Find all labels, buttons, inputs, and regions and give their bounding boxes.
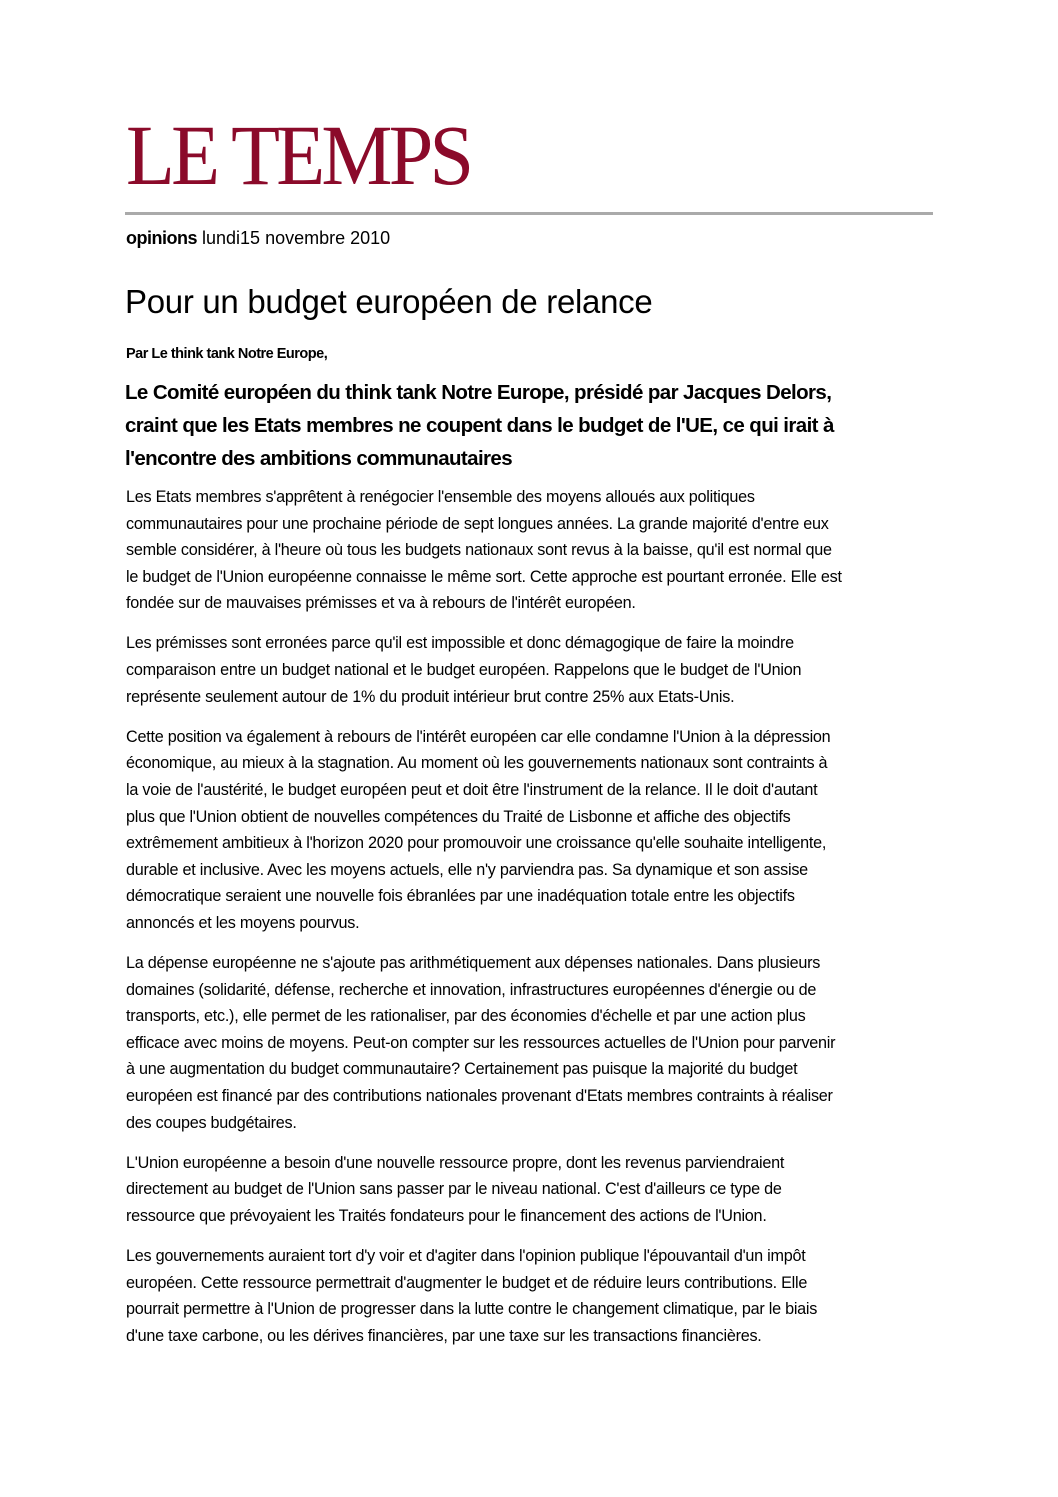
paragraph-line: Les prémisses sont erronées parce qu'il est impossible et donc démagogique de faire la moindre [126, 634, 794, 653]
article-byline: Par Le think tank Notre Europe, [126, 346, 328, 362]
article-lead [125, 376, 834, 475]
lead-line: craint que les Etats membres ne coupent dans le budget de l'UE, ce qui irait à [125, 414, 834, 437]
paragraph [126, 724, 936, 937]
paragraph-line: Les Etats membres s'apprêtent à renégocier l'ensemble des moyens alloués aux politiques [126, 488, 755, 506]
paragraph-line: annoncés et les moyens pourvus. [126, 913, 360, 932]
paragraph-line: efficace avec moins de moyens. Peut-on compter sur les ressources actuelles de l'Union pour parvenir [126, 1033, 836, 1052]
paragraph-line: directement au budget de l'Union sans passer par le niveau national. C'est d'ailleurs ce type de [126, 1180, 782, 1199]
paragraph-line: démocratique seraient une nouvelle fois ébranlées par une inadéquation totale entre les objectifs [126, 887, 795, 906]
paragraph-line: européen. Cette ressource permettrait d'augmenter le budget et de réduire leurs contributions. Elle [126, 1273, 808, 1292]
le-temps-logo: LE TEMPS [126, 107, 471, 203]
paragraph-line: transports, etc.), elle permet de les rationaliser, par des économies d'échelle et par une action plus [126, 1007, 806, 1026]
paragraph [126, 630, 936, 710]
paragraph-line: d'une taxe carbone, ou les dérives financières, par une taxe sur les transactions financières. [126, 1326, 762, 1345]
paragraph-line: La dépense européenne ne s'ajoute pas arithmétiquement aux dépenses nationales. Dans plusieurs [126, 954, 821, 972]
article-meta [126, 228, 390, 249]
paragraph-line: représente seulement autour de 1% du produit intérieur brut contre 25% aux Etats-Unis. [126, 687, 735, 706]
header-divider [125, 212, 933, 215]
publication-date: lundi15 novembre 2010 [202, 228, 391, 248]
paragraph-line: Les gouvernements auraient tort d'y voir et d'agiter dans l'opinion publique l'épouvantail d'un impôt [126, 1246, 806, 1265]
paragraph-line: fondée sur de mauvaises prémisses et va à rebours de l'intérêt européen. [126, 594, 636, 613]
paragraph [126, 1243, 936, 1349]
paragraph-line: ressource que prévoyaient les Traités fondateurs pour le financement des actions de l'Union. [126, 1206, 767, 1225]
paragraph-line: domaines (solidarité, défense, recherche et innovation, infrastructures européennes d'énergie ou de [126, 980, 817, 999]
paragraph [126, 1150, 936, 1230]
lead-line: Le Comité européen du think tank Notre Europe, présidé par Jacques Delors, [125, 381, 832, 404]
section-label: opinions [126, 228, 197, 248]
paragraph-line: Cette position va également à rebours de l'intérêt européen car elle condamne l'Union à la dépression [126, 727, 831, 746]
paragraph-line: à une augmentation du budget communautaire? Certainement pas puisque la majorité du budget [126, 1060, 798, 1079]
paragraph-line: comparaison entre un budget national et le budget européen. Rappelons que le budget de l'Union [126, 661, 802, 680]
paragraph [126, 484, 936, 617]
paragraph-line: communautaires pour une prochaine période de sept longues années. La grande majorité d'entre eux [126, 514, 829, 533]
paragraph-line: pourrait permettre à l'Union de progresser dans la lutte contre le changement climatique, par le biais [126, 1300, 818, 1319]
paragraph-line: L'Union européenne a besoin d'une nouvelle ressource propre, dont les revenus parviendraient [126, 1153, 785, 1172]
article-title: Pour un budget européen de relance [125, 283, 653, 320]
paragraph-line: durable et inclusive. Avec les moyens actuels, elle n'y parviendra pas. Sa dynamique et son assise [126, 860, 808, 879]
paragraph-line: européen est financé par des contributions nationales provenant d'Etats membres contraints à réaliser [126, 1086, 833, 1105]
article-body [126, 484, 936, 1363]
paragraph-line: le budget de l'Union européenne connaisse le même sort. Cette approche est pourtant erronée. Elle est [126, 567, 842, 586]
paragraph-line: économique, au mieux à la stagnation. Au moment où les gouvernements nationaux sont contraints à [126, 754, 828, 773]
paragraph [126, 950, 936, 1136]
paragraph-line: extrêmement ambitieux à l'horizon 2020 pour promouvoir une croissance qu'elle souhaite intelligente, [126, 834, 827, 853]
paragraph-line: semble considérer, à l'heure où tous les budgets nationaux sont revus à la baisse, qu'il est normal que [126, 541, 832, 560]
paragraph-line: plus que l'Union obtient de nouvelles compétences du Traité de Lisbonne et affiche des objectifs [126, 807, 791, 826]
paragraph-line: la voie de l'austérité, le budget européen peut et doit être l'instrument de la relance. Il le doit d'autant [126, 780, 818, 799]
paragraph-line: des coupes budgétaires. [126, 1113, 297, 1132]
lead-line: l'encontre des ambitions communautaires [125, 447, 513, 470]
